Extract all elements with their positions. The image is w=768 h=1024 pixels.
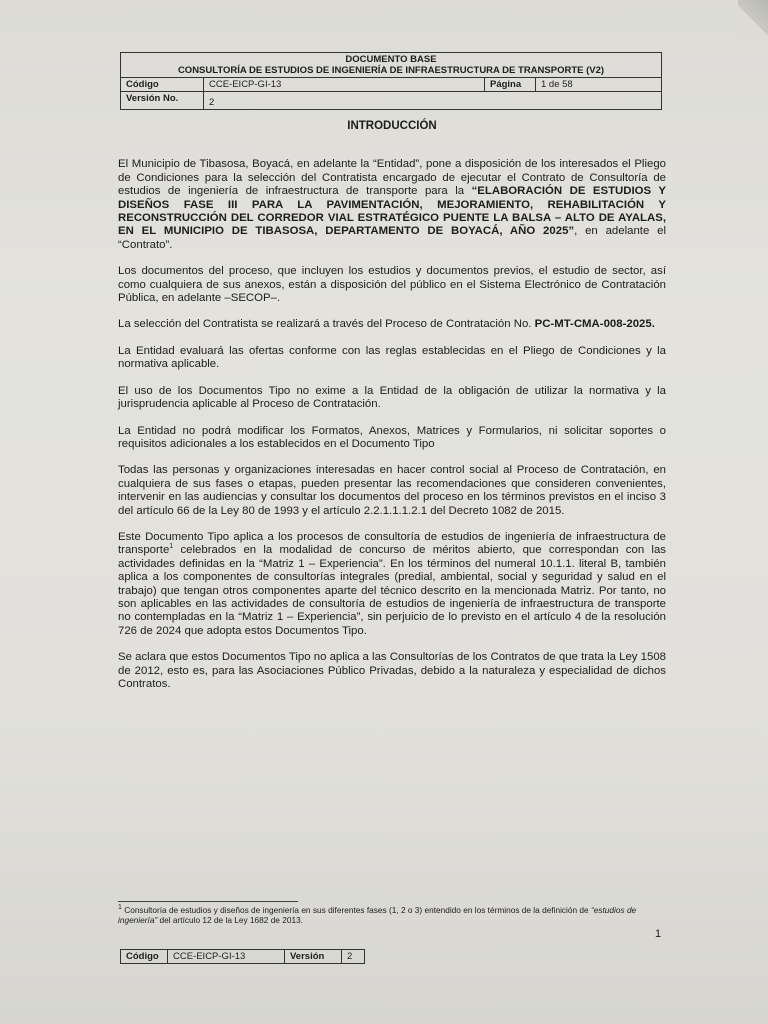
footer-version-value: 2 — [342, 950, 365, 964]
paragraph-1 — [118, 158, 666, 252]
p3-text: La selección del Contratista se realizará a través del Proceso de Contratación No. — [118, 318, 535, 331]
paragraph-9: Se aclara que estos Documentos Tipo no aplica a las Consultorías de los Contratos de que trata la Ley 1508 de 2012, esto es, para las Asociaciones Público Privadas, debido a la naturaleza y especialidad de dichos Contratos. — [118, 651, 666, 690]
footnote-italic: “estudios de ingeniería” — [118, 905, 637, 925]
header-codigo-value: CCE-EICP-GI-13 — [204, 78, 485, 92]
header-pagina-label: Página — [485, 78, 536, 92]
footer-codigo-label: Código — [121, 950, 168, 964]
header-title-cell — [121, 53, 662, 78]
document-header-table — [120, 52, 662, 110]
p1-text: El Municipio de Tibasosa, Boyacá, en adelante la “Entidad”, pone a disposición de los interesados el Pliego de Condiciones para la selección del Contratista encargado de ejecutar el Contrato de Consultoría de estudios de ingeniería de infraestructura de transporte para la — [118, 158, 666, 198]
document-body — [118, 120, 666, 704]
footer-version-label: Versión — [285, 950, 342, 964]
paragraph-3 — [118, 318, 666, 331]
paragraph-2: Los documentos del proceso, que incluyen los estudios y documentos previos, el estudio de sector, así como cualquiera de sus anexos, están a disposición del público en el Sistema Electrónico de Contratación Pública, en adelante –SECOP–. — [118, 265, 666, 305]
p1-text-end: , en adelante el “Contrato”. — [118, 225, 666, 251]
header-codigo-label: Código — [121, 78, 204, 92]
page-number: 1 — [655, 928, 662, 940]
page-fold-corner — [738, 0, 768, 40]
document-footer-table — [120, 949, 365, 964]
footer-codigo-value: CCE-EICP-GI-13 — [168, 950, 285, 964]
p8-text: Este Documento Tipo aplica a los procesos de consultoría de estudios de ingeniería de infraestructura de transporte — [118, 530, 666, 557]
paragraph-8 — [118, 531, 666, 638]
paragraph-7: Todas las personas y organizaciones interesadas en hacer control social al Proceso de Contratación, en cualquiera de sus fases o etapas, pueden presentar las recomendaciones que consideren convenientes, intervenir en las audiencias y consultar los documentos del proceso en los términos previstos en el inciso 3 del artículo 66 de la Ley 80 de 1993 y el artículo 2.2.1.1.1.2.1 del Decreto 1082 de 2015. — [118, 464, 666, 517]
paragraph-6: La Entidad no podrá modificar los Formatos, Anexos, Matrices y Formularios, ni solicitar soportes o requisitos adicionales a los establecidos en el Documento Tipo — [118, 424, 666, 450]
footnote-divider — [118, 901, 298, 902]
paragraph-5: El uso de los Documentos Tipo no exime a la Entidad de la obligación de utilizar la normativa y la jurisprudencia aplicable al Proceso de Contratación. — [118, 384, 666, 411]
header-version-value: 2 — [204, 92, 662, 110]
footnote-text: Consultoría de estudios y diseños de ingeniería en sus diferentes fases (1, 2 o 3) entendido en los términos de la definición de — [121, 905, 591, 915]
footnote — [118, 905, 666, 925]
p1-project-title: “ELABORACIÓN DE ESTUDIOS Y DISEÑOS FASE III PARA LA PAVIMENTACIÓN, MEJORAMIENTO, REHABILITACIÓN Y RECONSTRUCCIÓN DEL CORREDOR VIAL ESTRATÉGICO PUENTE LA BALSA – ALTO DE AYALAS, EN EL MUNICIPIO DE TIBASOSA, DEPARTAMENTO DE BOYACÁ, AÑO 2025” — [118, 185, 667, 238]
section-heading: INTRODUCCIÓN — [347, 120, 437, 132]
header-pagina-value: 1 de 58 — [536, 78, 662, 92]
header-title-1: DOCUMENTO BASE — [345, 54, 437, 65]
p8-text-end: celebrados en la modalidad de concurso de méritos abierto, que correspondan con las actividades definidas en la “Matriz 1 – Experiencia”. En los términos del numeral 10.1.1. literal B, también aplica a los componentes de consultorías integrales (predial, ambiental, social y seguridad y salud en el trabajo) que tengan otros componentes aparte del técnico descrito en la mencionada Matriz. Por tanto, no son aplicables en las actividades de consultoría de estudios de ingeniería de infraestructura de transporte no contempladas en la “Matriz 1 – Experiencia”, sin perjuicio de lo previsto en el artículo 4 de la resolución 726 de 2024 que adopta estos Documentos Tipo. — [118, 544, 666, 637]
header-title-2: CONSULTORÍA DE ESTUDIOS DE INGENIERÍA DE INFRAESTRUCTURA DE TRANSPORTE (V2) — [177, 65, 605, 76]
footnote-ref[interactable]: 1 — [169, 543, 174, 551]
paragraph-4: La Entidad evaluará las ofertas conforme con las reglas establecidas en el Pliego de Condiciones y la normativa aplicable. — [118, 344, 666, 371]
footnote-text-end: del artículo 12 de la Ley 1682 de 2013. — [157, 915, 303, 925]
header-version-label: Versión No. — [121, 92, 204, 110]
p3-process-number: PC-MT-CMA-008-2025. — [534, 318, 655, 331]
footnote-number: 1 — [118, 904, 122, 912]
